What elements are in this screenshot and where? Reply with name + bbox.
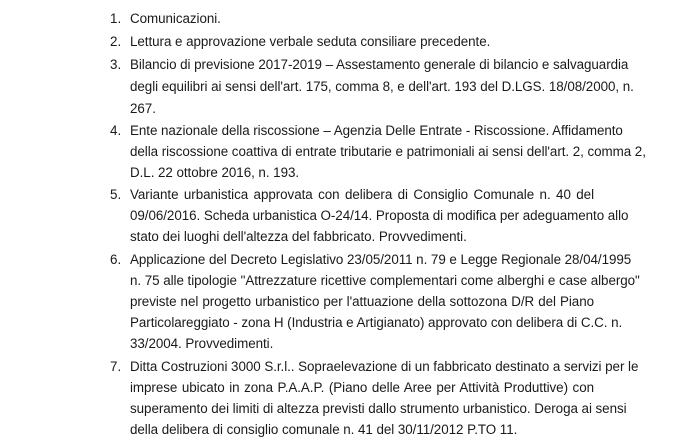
item-text-line: Applicazione del Decreto Legislativo 23/05/2011 n. 79 e Legge Regionale 28/04/1995 bbox=[130, 252, 632, 267]
item-text-line: superamento dei limiti di altezza previsti dallo strumento urbanistico. Deroga ai sensi bbox=[130, 401, 627, 416]
item-text-line: Bilancio di previsione 2017-2019 – Assestamento generale di bilancio e salvaguardia bbox=[130, 57, 629, 72]
item-text-line: D.L. 22 ottobre 2016, n. 193. bbox=[130, 165, 300, 180]
item-number: 2. bbox=[110, 34, 122, 49]
item-number: 5. bbox=[110, 187, 122, 202]
item-text-line: Lettura e approvazione verbale seduta consiliare precedente. bbox=[130, 34, 491, 49]
item-text-line: 09/06/2016. Scheda urbanistica O-24/14. Proposta di modifica per adeguamento allo bbox=[130, 208, 629, 223]
item-text-line: degli equilibri ai sensi dell'art. 175, comma 8, e dell'art. 193 del D.LGS. 18/08/2000, n. bbox=[130, 79, 634, 94]
item-text-line: Comunicazioni. bbox=[130, 11, 221, 26]
item-text-line: Particolareggiato - zona H (Industria e Artigianato) approvato con delibera di C.C. n. bbox=[130, 315, 623, 330]
item-text-line: previste nel progetto urbanistico per l'attuazione della sottozona D/R del Piano bbox=[130, 294, 594, 309]
item-text-line: Variante urbanistica approvata con delibera di Consiglio Comunale n. 40 del bbox=[130, 187, 594, 202]
item-text-line: Ditta Costruzioni 3000 S.r.l.. Sopraelevazione di un fabbricato destinato a servizi per le bbox=[130, 359, 639, 374]
item-number: 3. bbox=[110, 57, 122, 72]
item-text-line: stato dei luoghi dell'altezza del fabbricato. Provvedimenti. bbox=[130, 229, 467, 244]
item-text-line: 33/2004. Provvedimenti. bbox=[130, 336, 274, 351]
item-text-line: n. 75 alle tipologie "Attrezzature ricettive complementari come alberghi e case albergo" bbox=[130, 273, 640, 288]
item-number: 6. bbox=[110, 252, 122, 267]
item-number: 7. bbox=[110, 359, 122, 374]
item-text-line: 267. bbox=[130, 101, 156, 116]
item-number: 4. bbox=[110, 123, 122, 138]
item-text-line: della delibera di consiglio comunale n. 41 del 30/11/2012 P.TO 11. bbox=[130, 422, 518, 437]
item-number: 1. bbox=[110, 11, 122, 26]
item-text-line: Ente nazionale della riscossione – Agenzia Delle Entrate - Riscossione. Affidamento bbox=[130, 123, 623, 138]
item-text-line: della riscossione coattiva di entrate tributarie e patrimoniali ai sensi dell'art. 2, comma 2, bbox=[130, 144, 646, 159]
item-text-line: imprese ubicato in zona P.A.A.P. (Piano delle Aree per Attività Produttive) con bbox=[130, 380, 594, 395]
